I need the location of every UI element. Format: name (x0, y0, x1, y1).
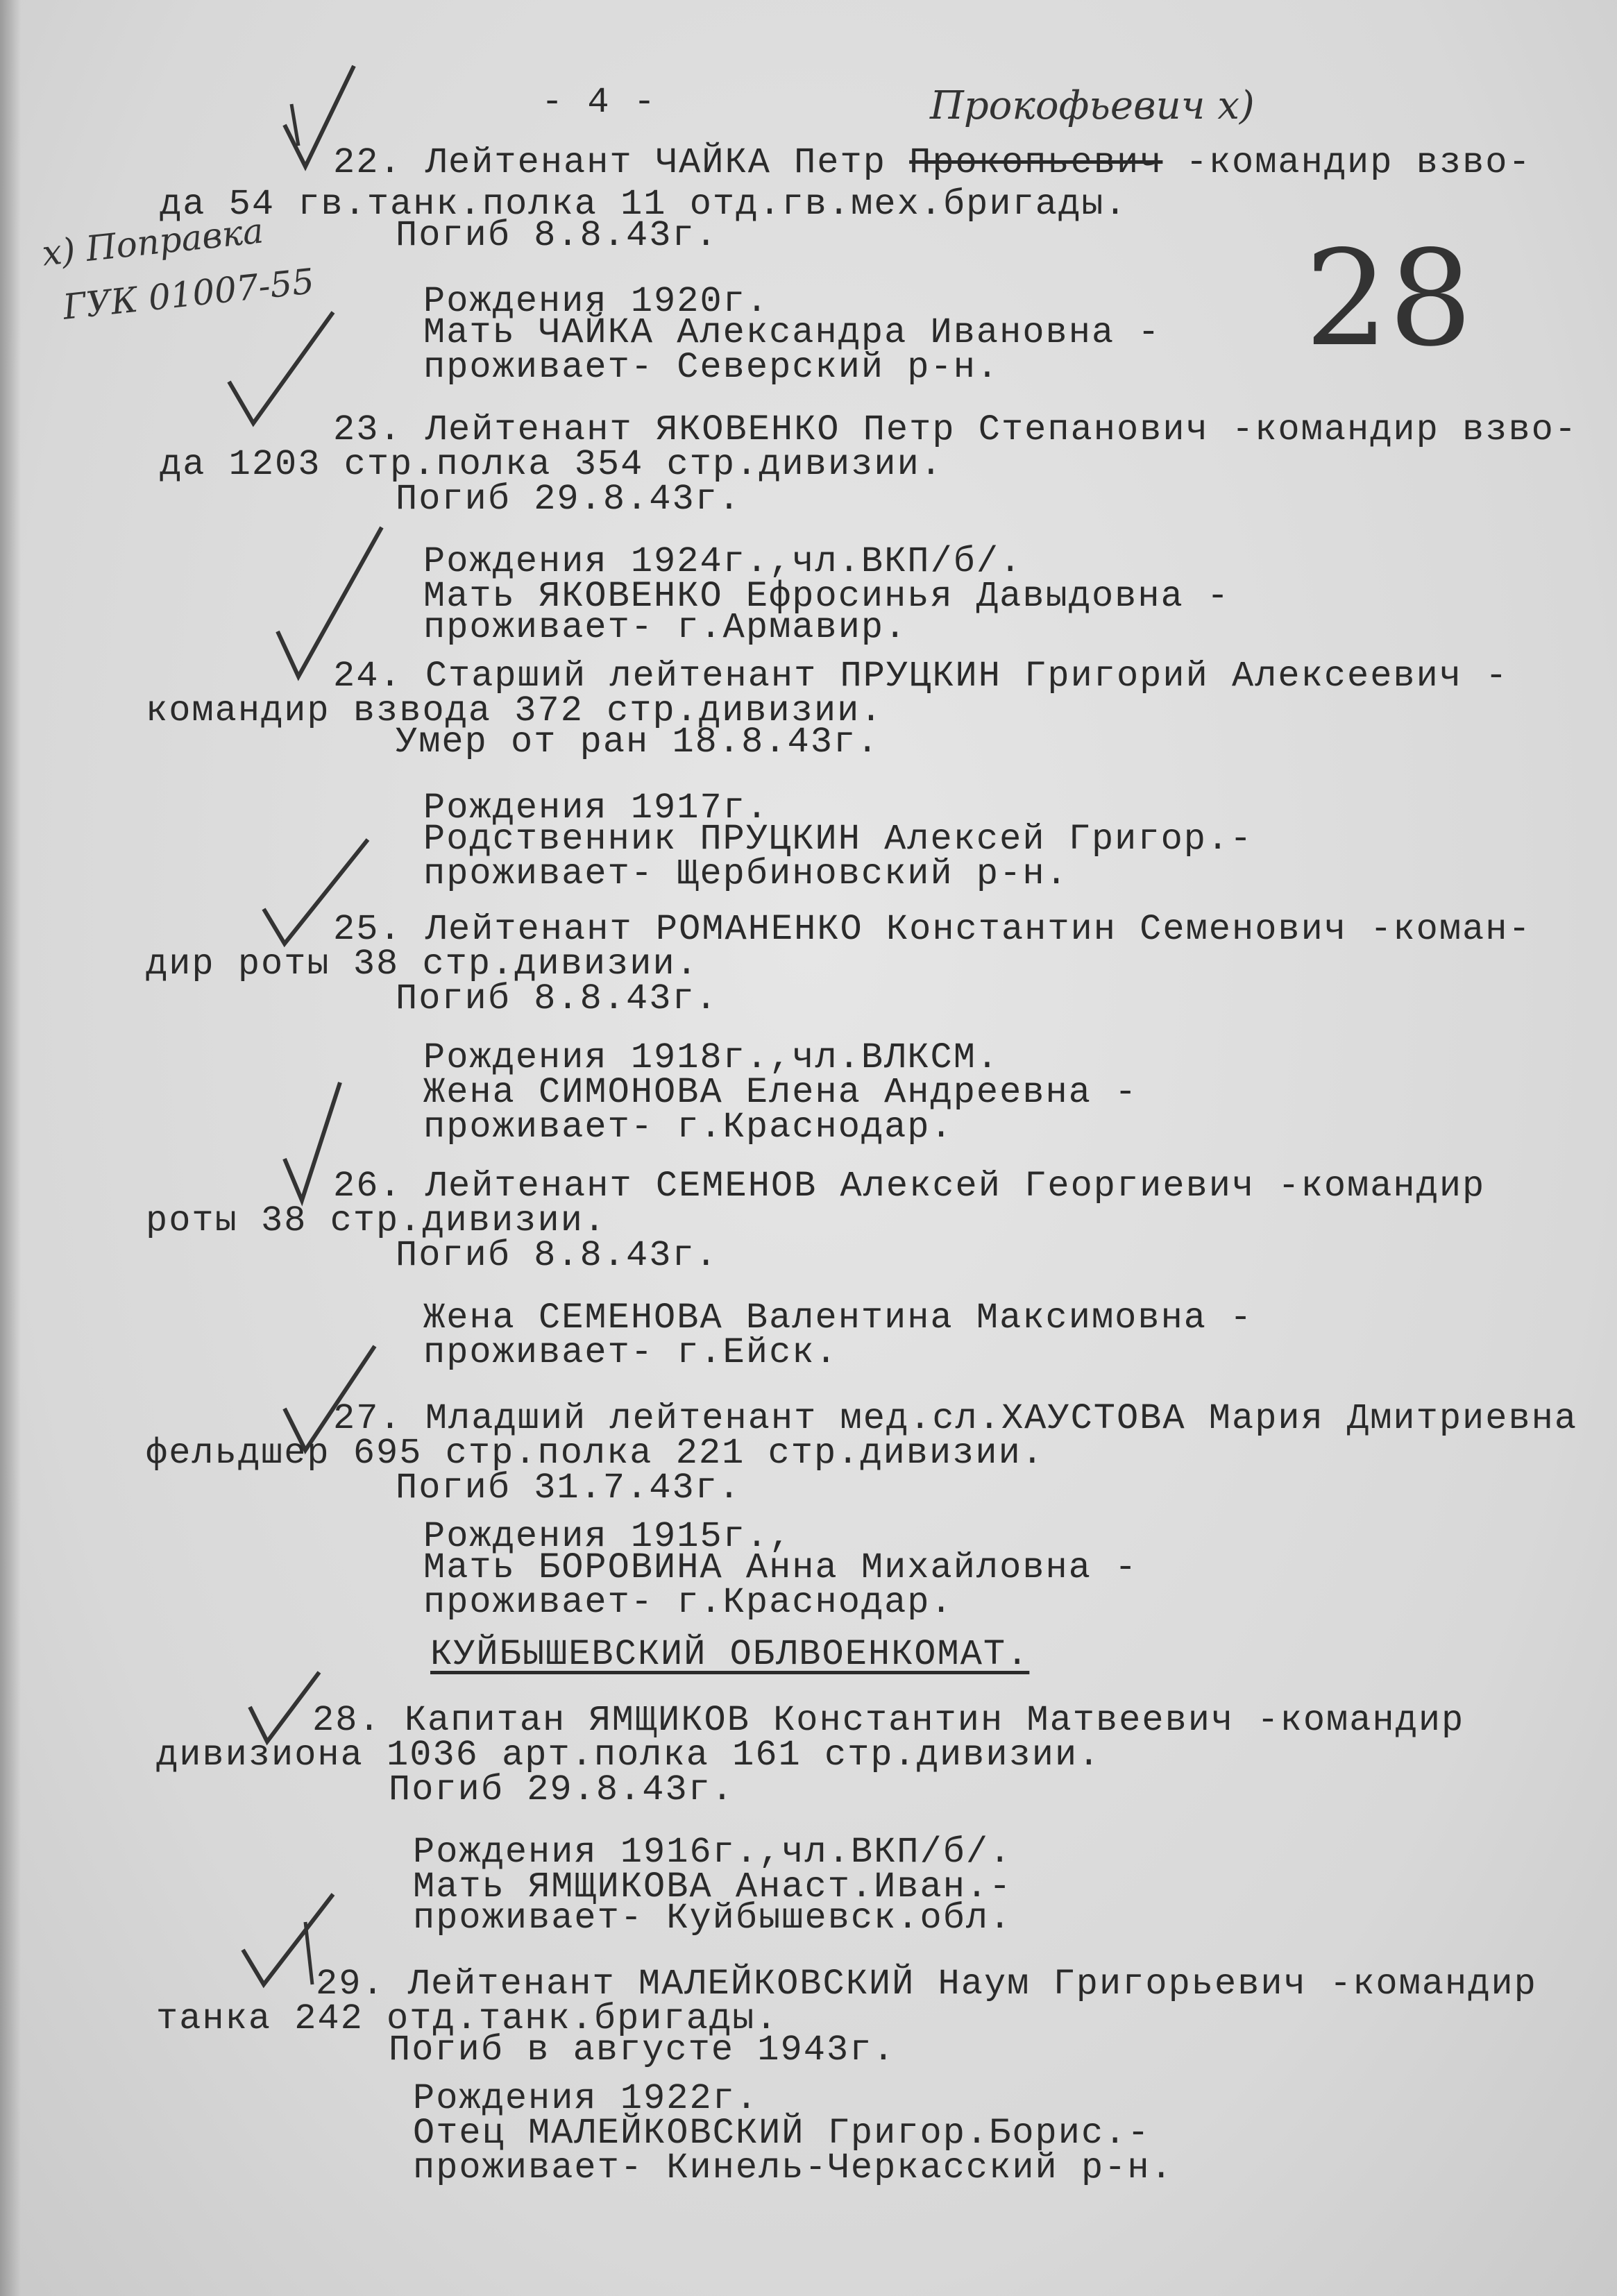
entry-23-relative: Мать ЯКОВЕНКО Ефросинья Давыдовна - (423, 576, 1230, 617)
entry-27-residence: проживает- г.Краснодар. (423, 1582, 954, 1623)
entry-27-birth: Рождения 1915г., (423, 1516, 793, 1557)
entry-22-fate: Погиб 8.8.43г. (396, 215, 718, 256)
handwritten-page-tally: 28 (1305, 222, 1473, 375)
entry-26-unit: роты 38 стр.дивизии. (146, 1200, 607, 1241)
handwritten-margin-note-2: ГУК 01007-55 (60, 261, 316, 328)
entry-24-residence: проживает- Щербиновский р-н. (423, 853, 1069, 894)
entry-27-relative: Мать БОРОВИНА Анна Михайловна - (423, 1547, 1138, 1588)
check-mark-icon (222, 305, 340, 430)
entry-24-fate: Умер от ран 18.8.43г. (396, 722, 880, 763)
entry-29-birth: Рождения 1922г. (413, 2078, 759, 2119)
handwritten-correction: Прокофьевич х) (930, 83, 1255, 128)
entry-22-heading: 22. Лейтенант ЧАЙКА Петр Прокопьевич -командир взво- (333, 142, 1532, 183)
entry-23-fate: Погиб 29.8.43г. (396, 479, 742, 520)
entry-26-fate: Погиб 8.8.43г. (396, 1235, 718, 1276)
page-number: - 4 - (541, 82, 657, 123)
entry-28-relative: Мать ЯМЩИКОВА Анаст.Иван.- (413, 1866, 1013, 1907)
entry-28-birth: Рождения 1916г.,чл.ВКП/б/. (413, 1832, 1013, 1873)
entry-29-residence: проживает- Кинель-Черкасский р-н. (413, 2148, 1174, 2188)
entry-29-heading: 29. Лейтенант МАЛЕЙКОВСКИЙ Наум Григорьевич -командир (316, 1964, 1537, 2005)
entry-26-heading: 26. Лейтенант СЕМЕНОВ Алексей Георгиевич -командир (333, 1166, 1486, 1207)
entry-25-fate: Погиб 8.8.43г. (396, 978, 718, 1019)
entry-26-residence: проживает- г.Ейск. (423, 1332, 838, 1373)
entry-24-heading: 24. Старший лейтенант ПРУЦКИН Григорий Алексеевич - (333, 656, 1509, 697)
entry-23-heading: 23. Лейтенант ЯКОВЕНКО Петр Степанович -командир взво- (333, 409, 1578, 450)
entry-22-unit: да 54 гв.танк.полка 11 отд.гв.мех.бригады. (160, 184, 1128, 225)
entry-25-residence: проживает- г.Краснодар. (423, 1107, 954, 1148)
entry-27-heading: 27. Младший лейтенант мед.сл.ХАУСТОВА Мария Дмитриевна (333, 1398, 1578, 1439)
entry-22-birth: Рождения 1920г. (423, 281, 770, 322)
entry-24-unit: командир взвода 372 стр.дивизии. (146, 690, 883, 731)
entry-29-fate: Погиб в августе 1943г. (389, 2030, 896, 2070)
entry-24-birth: Рождения 1917г. (423, 788, 770, 828)
entry-26-relative: Жена СЕМЕНОВА Валентина Максимовна - (423, 1298, 1253, 1338)
entry-28-residence: проживает- Куйбышевск.обл. (413, 1898, 1013, 1939)
entry-29-relative: Отец МАЛЕЙКОВСКИЙ Григор.Борис.- (413, 2113, 1151, 2154)
entry-25-relative: Жена СИМОНОВА Елена Андреевна - (423, 1072, 1138, 1113)
entry-27-unit: фельдшер 695 стр.полка 221 стр.дивизии. (146, 1433, 1044, 1474)
entry-27-fate: Погиб 31.7.43г. (396, 1468, 742, 1508)
entry-28-unit: дивизиона 1036 арт.полка 161 стр.дивизии. (156, 1735, 1101, 1776)
entry-24-relative: Родственник ПРУЦКИН Алексей Григор.- (423, 819, 1253, 860)
entry-22-relative: Мать ЧАЙКА Александра Ивановна - (423, 312, 1161, 353)
entry-25-unit: дир роты 38 стр.дивизии. (146, 944, 699, 985)
entry-23-birth: Рождения 1924г.,чл.ВКП/б/. (423, 541, 1023, 582)
entry-22-residence: проживает- Северский р-н. (423, 347, 1000, 388)
entry-29-unit: танка 242 отд.танк.бригады. (156, 1998, 779, 2039)
entry-25-birth: Рождения 1918г.,чл.ВЛКСМ. (423, 1037, 1000, 1078)
entry-23-unit: да 1203 стр.полка 354 стр.дивизии. (160, 444, 943, 485)
handwritten-margin-note-1: х) Поправка (40, 210, 266, 274)
section-heading: КУЙБЫШЕВСКИЙ ОБЛВОЕНКОМАТ. (430, 1634, 1030, 1675)
struck-text: Прокопьевич (909, 142, 1163, 183)
page-edge-shadow (0, 0, 21, 2296)
entry-23-residence: проживает- г.Армавир. (423, 607, 908, 648)
entry-28-fate: Погиб 29.8.43г. (389, 1769, 735, 1810)
entry-25-heading: 25. Лейтенант РОМАНЕНКО Константин Семенович -коман- (333, 909, 1532, 950)
entry-28-heading: 28. Капитан ЯМЩИКОВ Константин Матвеевич -командир (312, 1700, 1465, 1741)
